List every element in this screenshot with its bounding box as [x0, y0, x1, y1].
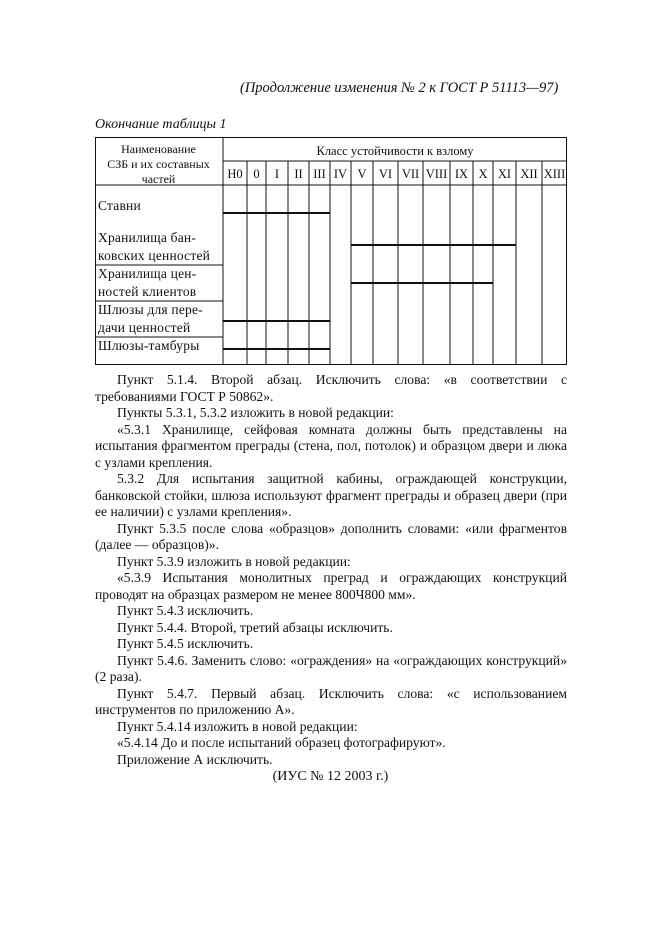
- col-8: VIII: [425, 167, 448, 181]
- paragraph: Пункт 5.3.5 после слова «образцов» дополнить словами: «или фрагментов (далее — образцов)».: [95, 520, 567, 552]
- paragraph: «5.3.9 Испытания монолитных преград и ограждающих конструкций проводят на образцах размером не менее 800Ч800 мм».: [95, 570, 567, 602]
- row-shutters: Ставни: [98, 198, 141, 213]
- paragraph: Приложение А исключить.: [117, 751, 273, 767]
- col-2: II: [294, 167, 303, 181]
- paragraph: «5.4.14 До и после испытаний образец фотографируют».: [117, 735, 446, 750]
- col-12: XII: [520, 167, 538, 181]
- paragraph: 5.3.2 Для испытания защитной кабины, ограждающей конструкции, банковской стойки, шлюза используют фрагмент преграды и образец двери (при ее наличии) с узлами крепления».: [95, 471, 567, 519]
- table-caption: Окончание таблицы 1: [95, 117, 227, 132]
- paragraph: Пункт 5.3.9 изложить в новой редакции:: [117, 553, 351, 569]
- col-9: IX: [454, 167, 469, 181]
- paragraph: Пункт 5.4.6. Заменить слово: «ограждения» на «ограждающих конструкций» (2 раза).: [95, 652, 567, 684]
- paragraph: Пункт 5.4.14 изложить в новой редакции:: [117, 718, 358, 734]
- row-bank-vaults: Хранилища бан- ковских ценностей: [98, 230, 211, 263]
- col-13: XIII: [543, 167, 566, 181]
- paragraph: Пункт 5.1.4. Второй абзац. Исключить слова: «в соответствии с требованиями ГОСТ Р 50862».: [95, 372, 567, 404]
- col-10: X: [478, 167, 488, 181]
- row-client-vaults: Хранилища цен- ностей клиентов: [98, 266, 197, 299]
- row-transfer-locks: Шлюзы для пере- дачи ценностей: [98, 302, 203, 335]
- paragraph: Пункт 5.4.7. Первый абзац. Исключить слова: «с использованием инструментов по приложению А».: [95, 685, 567, 717]
- amendment-text: [95, 372, 567, 768]
- paragraph: Пункты 5.3.1, 5.3.2 изложить в новой редакции:: [117, 405, 394, 420]
- class-header: Класс устойчивости к взлому: [316, 144, 474, 158]
- row-vestibule-locks: Шлюзы-тамбуры: [98, 338, 200, 353]
- paragraph: Пункт 5.4.4. Второй, третий абзацы исключить.: [117, 619, 393, 635]
- paragraph: «5.3.1 Хранилище, сейфовая комната должны быть представлены на испытания фрагментом преграды (стена, пол, потолок) и образцом двери и люка с узлами крепления.: [95, 421, 567, 470]
- col-3: III: [313, 167, 326, 181]
- col-11: XI: [497, 167, 512, 181]
- document-footer: (ИУС № 12 2003 г.): [272, 769, 389, 784]
- document-header: (Продолжение изменения № 2 к ГОСТ Р 51113—97): [240, 80, 559, 96]
- col-0: 0: [253, 167, 260, 181]
- col-h0: Н0: [227, 167, 243, 181]
- name-column-header: Наименование СЗБ и их составных частей: [107, 142, 210, 186]
- col-5: V: [357, 167, 367, 181]
- col-6: VI: [378, 167, 393, 181]
- resistance-class-table: [95, 137, 567, 365]
- paragraph: Пункт 5.4.5 исключить.: [117, 636, 254, 651]
- col-7: VII: [401, 167, 420, 181]
- col-4: IV: [333, 167, 348, 181]
- col-1: I: [274, 167, 280, 181]
- paragraph: Пункт 5.4.3 исключить.: [117, 603, 254, 618]
